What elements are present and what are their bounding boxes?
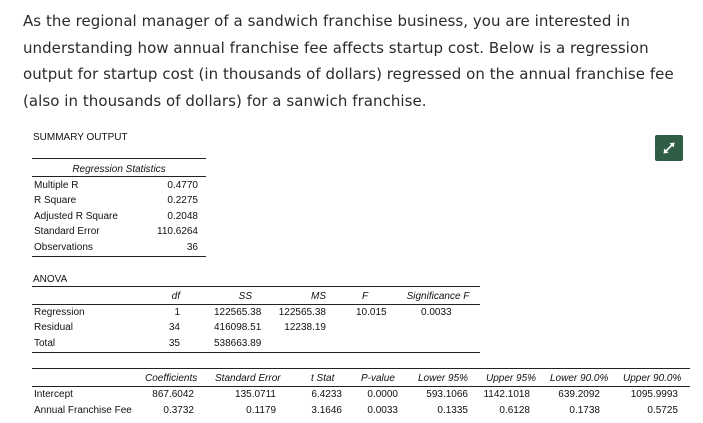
divider xyxy=(32,304,480,305)
coef-cell: 0.6128 xyxy=(499,405,530,416)
divider xyxy=(32,256,206,257)
regstat-value: 0.2275 xyxy=(167,195,198,206)
coef-header: P-value xyxy=(361,373,395,384)
expand-arrows-icon xyxy=(655,135,683,161)
coef-header: Coefficients xyxy=(145,373,198,384)
coef-cell: 0.0033 xyxy=(367,405,398,416)
coef-row-label: Intercept xyxy=(34,389,73,400)
anova-header-f: F xyxy=(361,291,369,302)
expand-image-button[interactable] xyxy=(655,135,683,161)
regstats-title: Regression Statistics xyxy=(72,164,166,175)
coef-cell: 135.0711 xyxy=(235,389,276,400)
anova-cell: 0.0033 xyxy=(421,307,452,318)
anova-row-label: Residual xyxy=(34,322,73,333)
anova-cell: 122565.38 xyxy=(278,307,326,318)
anova-cell: 538663.89 xyxy=(214,338,262,349)
coef-cell: 867.6042 xyxy=(152,389,194,400)
regstat-label: Multiple R xyxy=(34,180,79,191)
coef-header: Upper 90.0% xyxy=(623,373,682,384)
regstat-value: 110.6264 xyxy=(157,226,198,237)
anova-header-df: df xyxy=(171,291,180,302)
coef-cell: 1095.9993 xyxy=(630,389,678,400)
divider xyxy=(32,368,690,369)
coef-header: Standard Error xyxy=(215,373,281,384)
regstat-value: 36 xyxy=(186,242,198,253)
coef-header: Lower 90.0% xyxy=(550,373,609,384)
anova-cell: 416098.51 xyxy=(214,322,262,333)
regstat-value: 0.2048 xyxy=(167,211,198,222)
anova-cell: 35 xyxy=(168,338,180,349)
summary-title: SUMMARY OUTPUT xyxy=(33,132,128,143)
coef-cell: 0.1738 xyxy=(569,405,600,416)
coef-cell: 0.1179 xyxy=(246,405,276,416)
coef-cell: 639.2092 xyxy=(558,389,600,400)
anova-cell: 12238.19 xyxy=(284,322,326,333)
coef-cell: 0.3732 xyxy=(163,405,194,416)
anova-cell: 34 xyxy=(168,322,180,333)
coef-cell: 3.1646 xyxy=(311,405,342,416)
regstat-label: Standard Error xyxy=(34,226,100,237)
anova-title: ANOVA xyxy=(33,274,68,285)
coef-cell: 593.1066 xyxy=(426,389,468,400)
question-text: As the regional manager of a sandwich franchise business, you are interested in understanding how annual franchise fee affects startup cost. Below is a regression output for startup cost (in thousands of dollars) regressed on the annual franchise fee (also in thousands of dollars) for a sanwich franchise. xyxy=(23,12,674,110)
divider xyxy=(32,352,480,353)
coef-header: Lower 95% xyxy=(418,373,469,384)
anova-cell: 1 xyxy=(174,307,180,318)
divider xyxy=(32,158,206,159)
anova-cell: 122565.38 xyxy=(214,307,262,318)
coef-cell: 0.5725 xyxy=(647,405,678,416)
regstat-value: 0.4770 xyxy=(167,180,198,191)
divider xyxy=(32,176,206,177)
anova-header-ms: MS xyxy=(311,291,326,302)
regstat-label: Observations xyxy=(34,242,93,253)
coef-cell: 0.0000 xyxy=(367,389,398,400)
coef-cell: 0.1335 xyxy=(437,405,468,416)
regstat-label: Adjusted R Square xyxy=(34,211,118,222)
coef-row-label: Annual Franchise Fee xyxy=(34,405,132,416)
anova-row-label: Regression xyxy=(34,307,85,318)
divider xyxy=(32,286,480,287)
coef-header: t Stat xyxy=(311,373,335,384)
anova-row-label: Total xyxy=(34,338,56,349)
anova-header-sigf: Significance F xyxy=(406,291,470,302)
divider xyxy=(32,386,690,387)
coef-cell: 1142.1018 xyxy=(483,389,530,400)
regstat-label: R Square xyxy=(34,195,77,206)
coef-cell: 6.4233 xyxy=(311,389,342,400)
anova-header-ss: SS xyxy=(238,291,252,302)
anova-cell: 10.015 xyxy=(356,307,387,318)
coef-header: Upper 95% xyxy=(486,373,537,384)
